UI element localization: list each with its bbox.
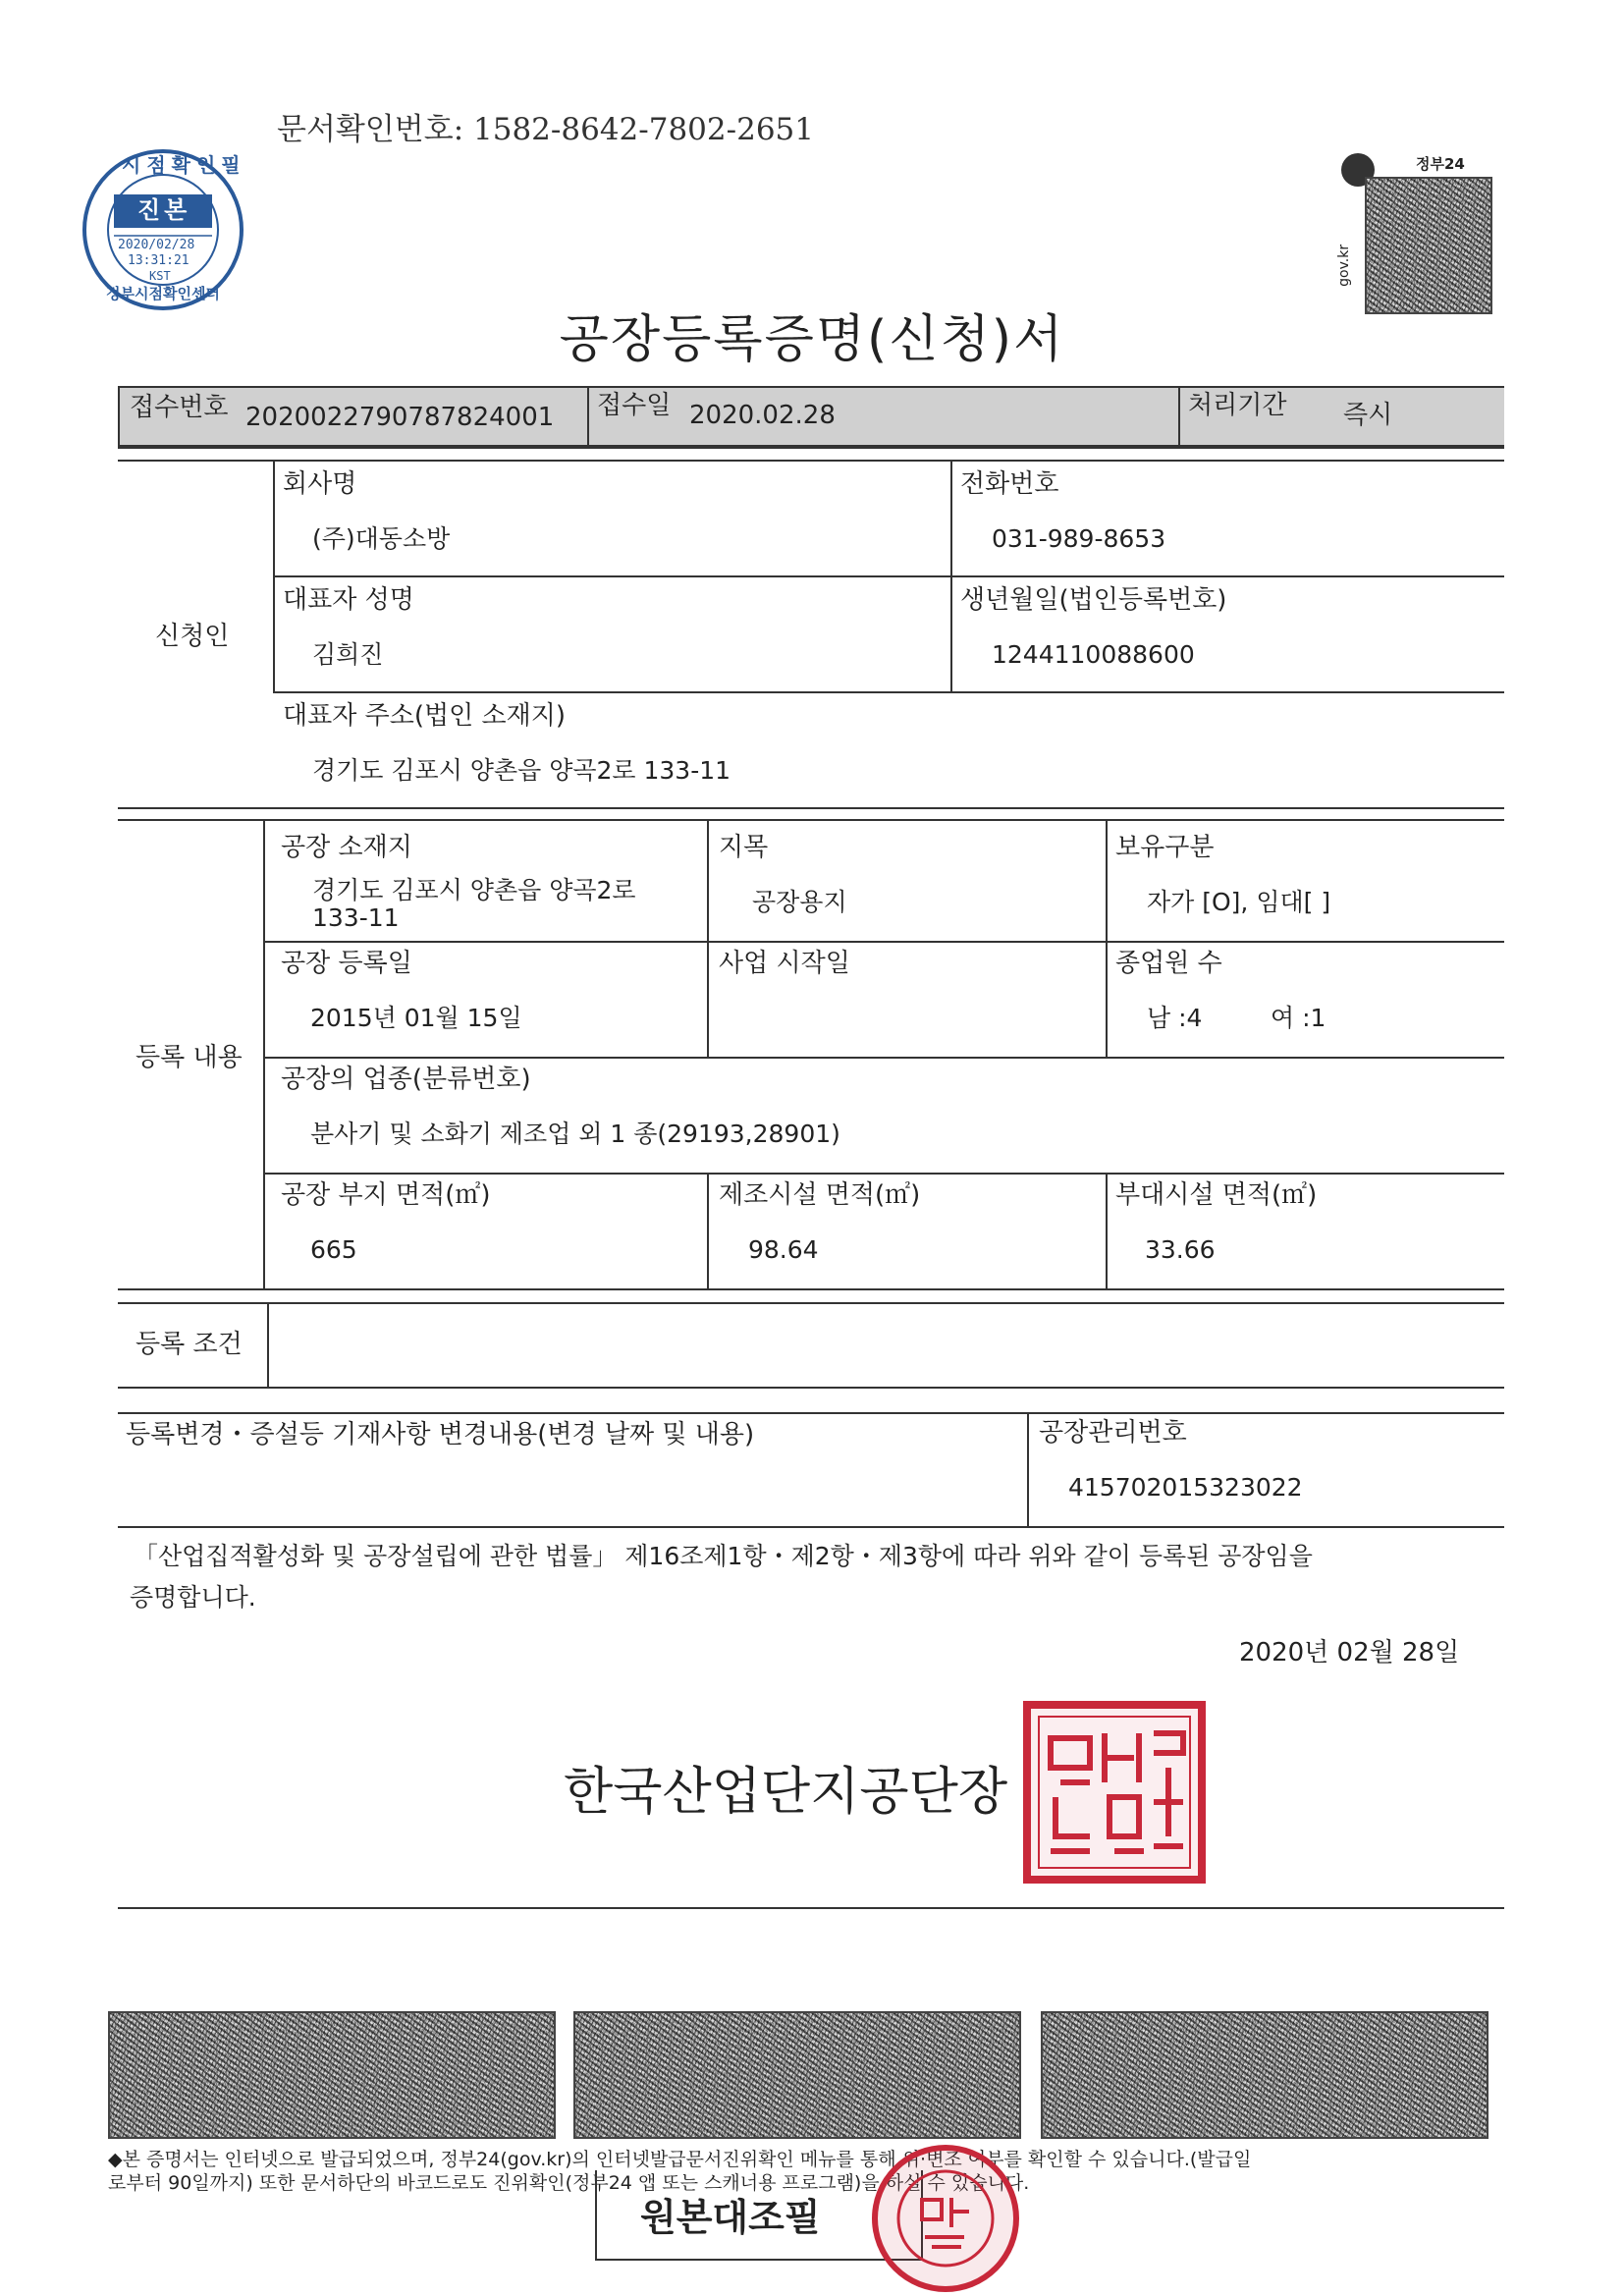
management-number-label: 공장관리번호	[1039, 1418, 1187, 1448]
seal-date: 2020/02/28	[118, 238, 195, 252]
page-title: 공장등록증명(신청)서	[559, 310, 1065, 369]
ownership-label: 보유구분	[1115, 833, 1215, 862]
registration-date-value: 2015년 01월 15일	[310, 1004, 522, 1032]
representative-value: 김희진	[312, 640, 384, 669]
birthdate-label: 생년월일(법인등록번호)	[960, 585, 1227, 615]
industry-label: 공장의 업종(분류번호)	[281, 1065, 531, 1094]
representative-address-label: 대표자 주소(법인 소재지)	[283, 701, 566, 731]
factory-location-label: 공장 소재지	[281, 833, 412, 862]
original-copy-stamp-text: 원본대조필	[640, 2196, 821, 2239]
seal-ring-text: 시점확인필	[122, 153, 246, 177]
footer-notice-line2: 로부터 90일까지) 또한 문서하단의 바코드로도 진위확인(정부24 앱 또는 스캐너용 프로그램)을 하실 수 있습니다.	[108, 2172, 1030, 2194]
company-name-value: (주)대동소방	[312, 524, 451, 553]
statement-line2: 증명합니다.	[130, 1583, 256, 1612]
conditions-label: 등록 조건	[135, 1330, 243, 1359]
gov-site-label: gov.kr	[1336, 244, 1353, 287]
ownership-value: 자가 [O], 임대[ ]	[1147, 888, 1331, 916]
qr-code	[1365, 177, 1492, 314]
barcode-1	[108, 2011, 556, 2139]
doc-check-number: 1582-8642-7802-2651	[473, 112, 814, 147]
issuer-name: 한국산업단지공단장	[564, 1763, 1008, 1822]
industry-value: 분사기 및 소화기 제조업 외 1 종(29193,28901)	[310, 1120, 840, 1148]
issue-date: 2020년 02월 28일	[1239, 1638, 1460, 1667]
seal-time: 13:31:21	[128, 253, 189, 268]
changes-label: 등록변경・증설등 기재사항 변경내용(변경 날짜 및 내용)	[126, 1420, 755, 1449]
applicant-section-label: 신청인	[155, 622, 230, 651]
employees-female: 여 :1	[1271, 1004, 1326, 1032]
representative-label: 대표자 성명	[283, 585, 414, 615]
seal-zone: KST	[149, 269, 171, 283]
receipt-date-label: 접수일	[597, 391, 672, 420]
receipt-date-value: 2020.02.28	[689, 401, 836, 430]
original-copy-red-seal	[872, 2145, 1019, 2292]
company-name-label: 회사명	[283, 469, 357, 499]
seal-center-text: 진본	[137, 196, 191, 224]
factory-location-line2: 133-11	[312, 903, 400, 932]
management-number-value: 415702015323022	[1068, 1473, 1303, 1502]
verification-seal	[81, 147, 245, 312]
gov24-label: 정부24	[1416, 155, 1465, 173]
processing-period-label: 처리기간	[1188, 391, 1287, 420]
birthdate-value: 1244110088600	[992, 640, 1195, 669]
land-category-label: 지목	[719, 833, 769, 862]
doc-check-label: 문서확인번호: 1582-8642-7802-2651	[277, 112, 814, 147]
representative-address-value: 경기도 김포시 양촌읍 양곡2로 133-11	[312, 756, 731, 785]
official-red-seal	[1021, 1699, 1208, 1886]
receipt-no-value: 2020022790787824001	[245, 403, 555, 432]
seal-bottom-text: 정부시점확인센터	[106, 285, 220, 302]
business-start-label: 사업 시작일	[719, 949, 850, 978]
footer-notice-line1: ◆본 증명서는 인터넷으로 발급되었으며, 정부24(gov.kr)의 인터넷발급문서진위확인 메뉴를 통해 위·변조 여부를 확인할 수 있습니다.(발급일	[108, 2149, 1252, 2170]
statement-line1: 「산업집적활성화 및 공장설립에 관한 법률」 제16조제1항・제2항・제3항에 따라 위와 같이 등록된 공장임을	[134, 1542, 1313, 1570]
receipt-no-label: 접수번호	[130, 393, 229, 422]
employees-male: 남 :4	[1147, 1004, 1203, 1032]
phone-label: 전화번호	[960, 469, 1059, 499]
official-seal-graphic	[1021, 1699, 1208, 1886]
site-area-label: 공장 부지 면적(㎡)	[281, 1180, 491, 1210]
manufacturing-area-label: 제조시설 면적(㎡)	[719, 1180, 921, 1210]
barcode-2	[573, 2011, 1021, 2139]
employees-label: 종업원 수	[1115, 949, 1222, 978]
phone-value: 031-989-8653	[992, 524, 1166, 553]
barcode-3	[1041, 2011, 1489, 2139]
registration-section-label: 등록 내용	[135, 1043, 243, 1072]
manufacturing-area-value: 98.64	[748, 1235, 819, 1264]
auxiliary-area-label: 부대시설 면적(㎡)	[1115, 1180, 1318, 1210]
factory-location-line1: 경기도 김포시 양촌읍 양곡2로	[312, 876, 636, 904]
land-category-value: 공장용지	[752, 888, 847, 916]
processing-period-value: 즉시	[1343, 401, 1393, 430]
registration-date-label: 공장 등록일	[281, 949, 412, 978]
round-seal-graphic	[878, 2151, 1013, 2286]
site-area-value: 665	[310, 1235, 357, 1264]
auxiliary-area-value: 33.66	[1145, 1235, 1216, 1264]
